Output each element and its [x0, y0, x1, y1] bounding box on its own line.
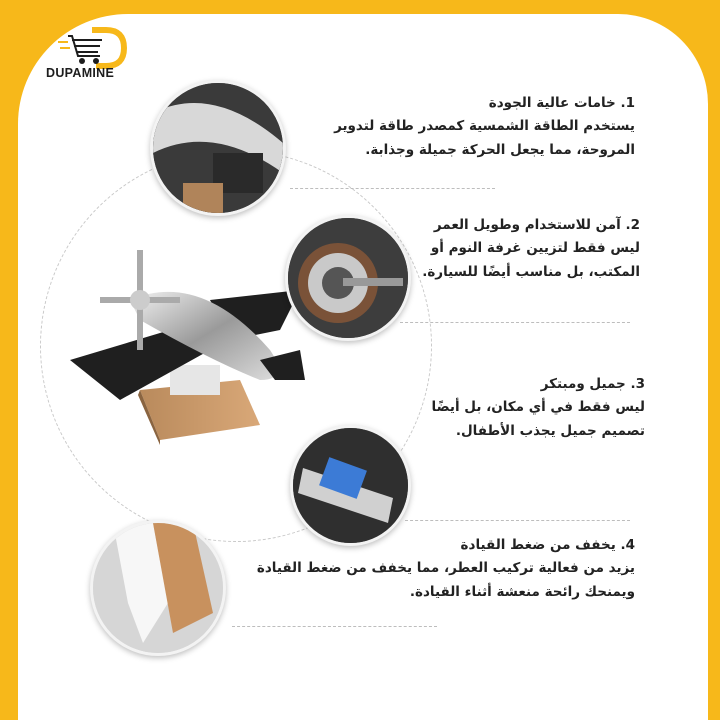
feature-description: يستخدم الطاقة الشمسية كمصدر طاقة لتدوير المروحة، مما يجعل الحركة جميلة وجذابة.	[334, 118, 635, 158]
brand-name: DUPAMINE	[46, 66, 115, 80]
feature-3	[410, 373, 645, 443]
feature-title: 2. آمن للاستخدام وطويل العمر	[433, 217, 640, 233]
aroma-stick-image	[90, 520, 226, 656]
feature-description: ليس فقط لتزيين غرفة النوم أو المكتب، بل مناسب أيضًا للسيارة.	[422, 240, 640, 280]
cart-logo-icon	[44, 26, 144, 70]
feature-4	[240, 534, 635, 604]
divider	[405, 520, 630, 521]
divider	[400, 322, 630, 323]
feature-description: يزيد من فعالية تركيب العطر، مما يخفف من ضغط القيادة ويمنحك رائحة منعشة أثناء القيادة.	[256, 560, 635, 600]
feature-description: ليس فقط في أي مكان، بل أيضًا تصميم جميل يجذب الأطفال.	[431, 399, 645, 439]
airplane-product-image	[60, 230, 320, 460]
feature-2	[420, 214, 640, 284]
feature-title: 3. جميل ومبتكر	[540, 376, 645, 392]
feature-title: 4. يخفف من ضغط القيادة	[460, 537, 635, 553]
feature-1	[290, 92, 635, 162]
divider	[290, 188, 495, 189]
brand-logo	[44, 26, 144, 96]
propeller-detail-image	[285, 215, 411, 341]
feature-title: 1. خامات عالية الجودة	[488, 95, 635, 111]
perfume-detail-image	[290, 425, 411, 546]
cockpit-detail-image	[150, 80, 286, 216]
divider	[232, 626, 437, 627]
